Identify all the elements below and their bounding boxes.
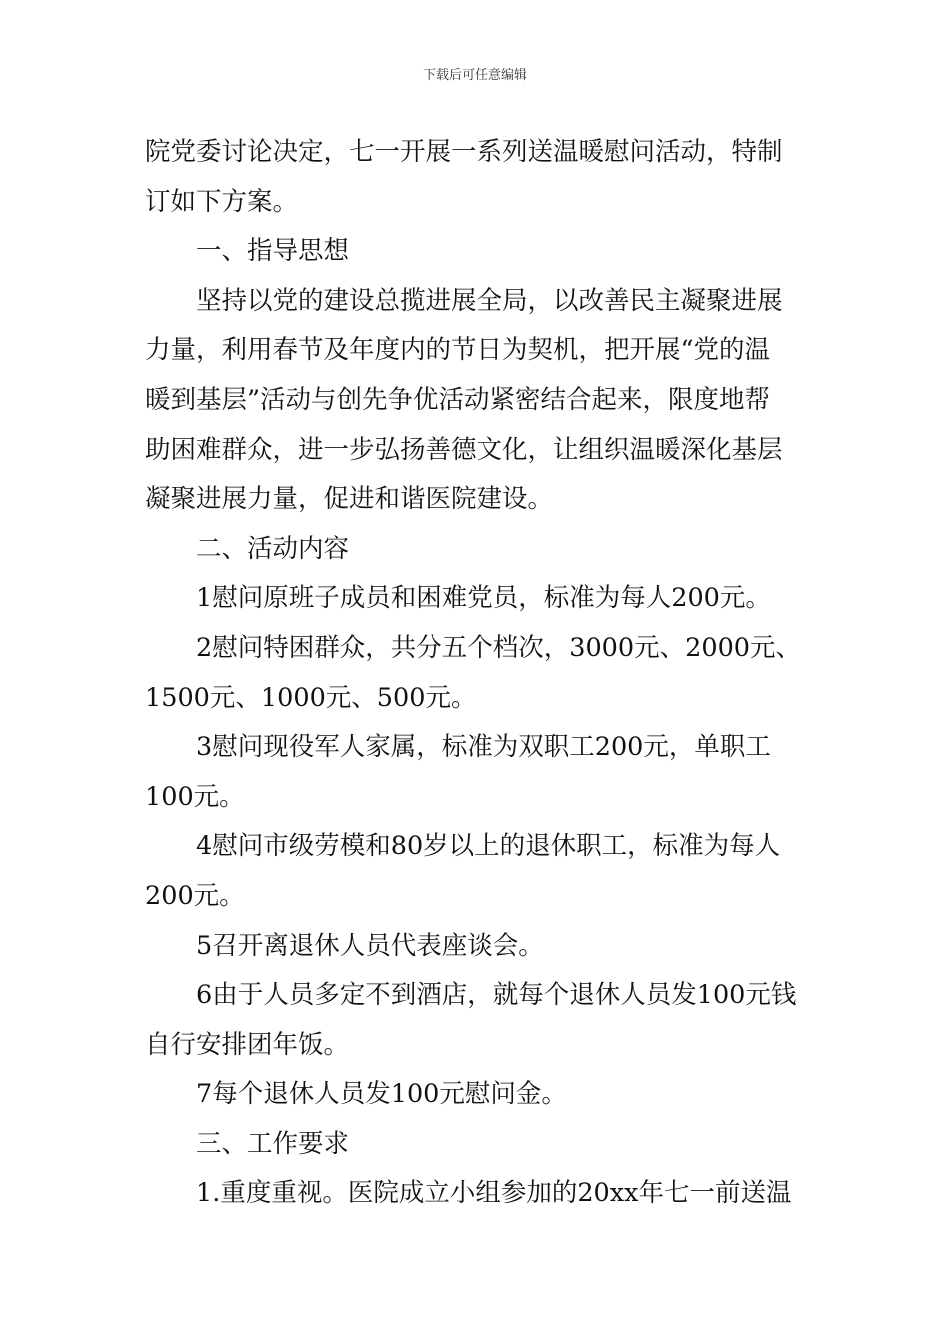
list-item: 4慰问市级劳模和80岁以上的退休职工，标准为每人 [196,831,781,862]
document-body [145,128,810,1219]
list-item: 1.重度重视。医院成立小组参加的20xx年七一前送温 [196,1178,792,1209]
text-line: 200元。 [145,880,245,911]
text-line: 订如下方案。 [145,186,299,217]
section-heading: 一、指导思想 [196,236,350,267]
text-line: 1500元、1000元、500元。 [145,682,477,713]
list-item: 2慰问特困群众，共分五个档次，3000元、2000元、 [196,632,802,663]
text-line: 100元。 [145,781,245,812]
section-heading: 二、活动内容 [196,533,350,564]
list-item: 7每个退休人员发100元慰问金。 [196,1079,567,1110]
page-header: 下载后可任意编辑 [422,68,527,83]
list-item: 3慰问现役军人家属，标准为双职工200元，单职工 [196,732,771,763]
text-line: 自行安排团年饭。 [145,1029,350,1060]
list-item: 5召开离退休人员代表座谈会。 [196,930,544,961]
list-item: 6由于人员多定不到酒店，就每个退休人员发100元钱 [196,980,797,1011]
text-line: 凝聚进展力量，促进和谐医院建设。 [145,484,554,515]
list-item: 1慰问原班子成员和困难党员，标准为每人200元。 [196,583,771,614]
text-line: 助困难群众，进一步弘扬善德文化，让组织温暖深化基层 [145,434,783,465]
text-line: 力量，利用春节及年度内的节日为契机，把开展“党的温 [145,335,771,366]
text-line: 暖到基层”活动与创先争优活动紧密结合起来，限度地帮 [145,384,771,415]
text-line: 院党委讨论决定，七一开展一系列送温暖慰问活动，特制 [145,137,783,167]
text-line: 坚持以党的建设总揽进展全局，以改善民主凝聚进展 [196,285,783,316]
section-heading: 三、工作要求 [196,1128,350,1159]
